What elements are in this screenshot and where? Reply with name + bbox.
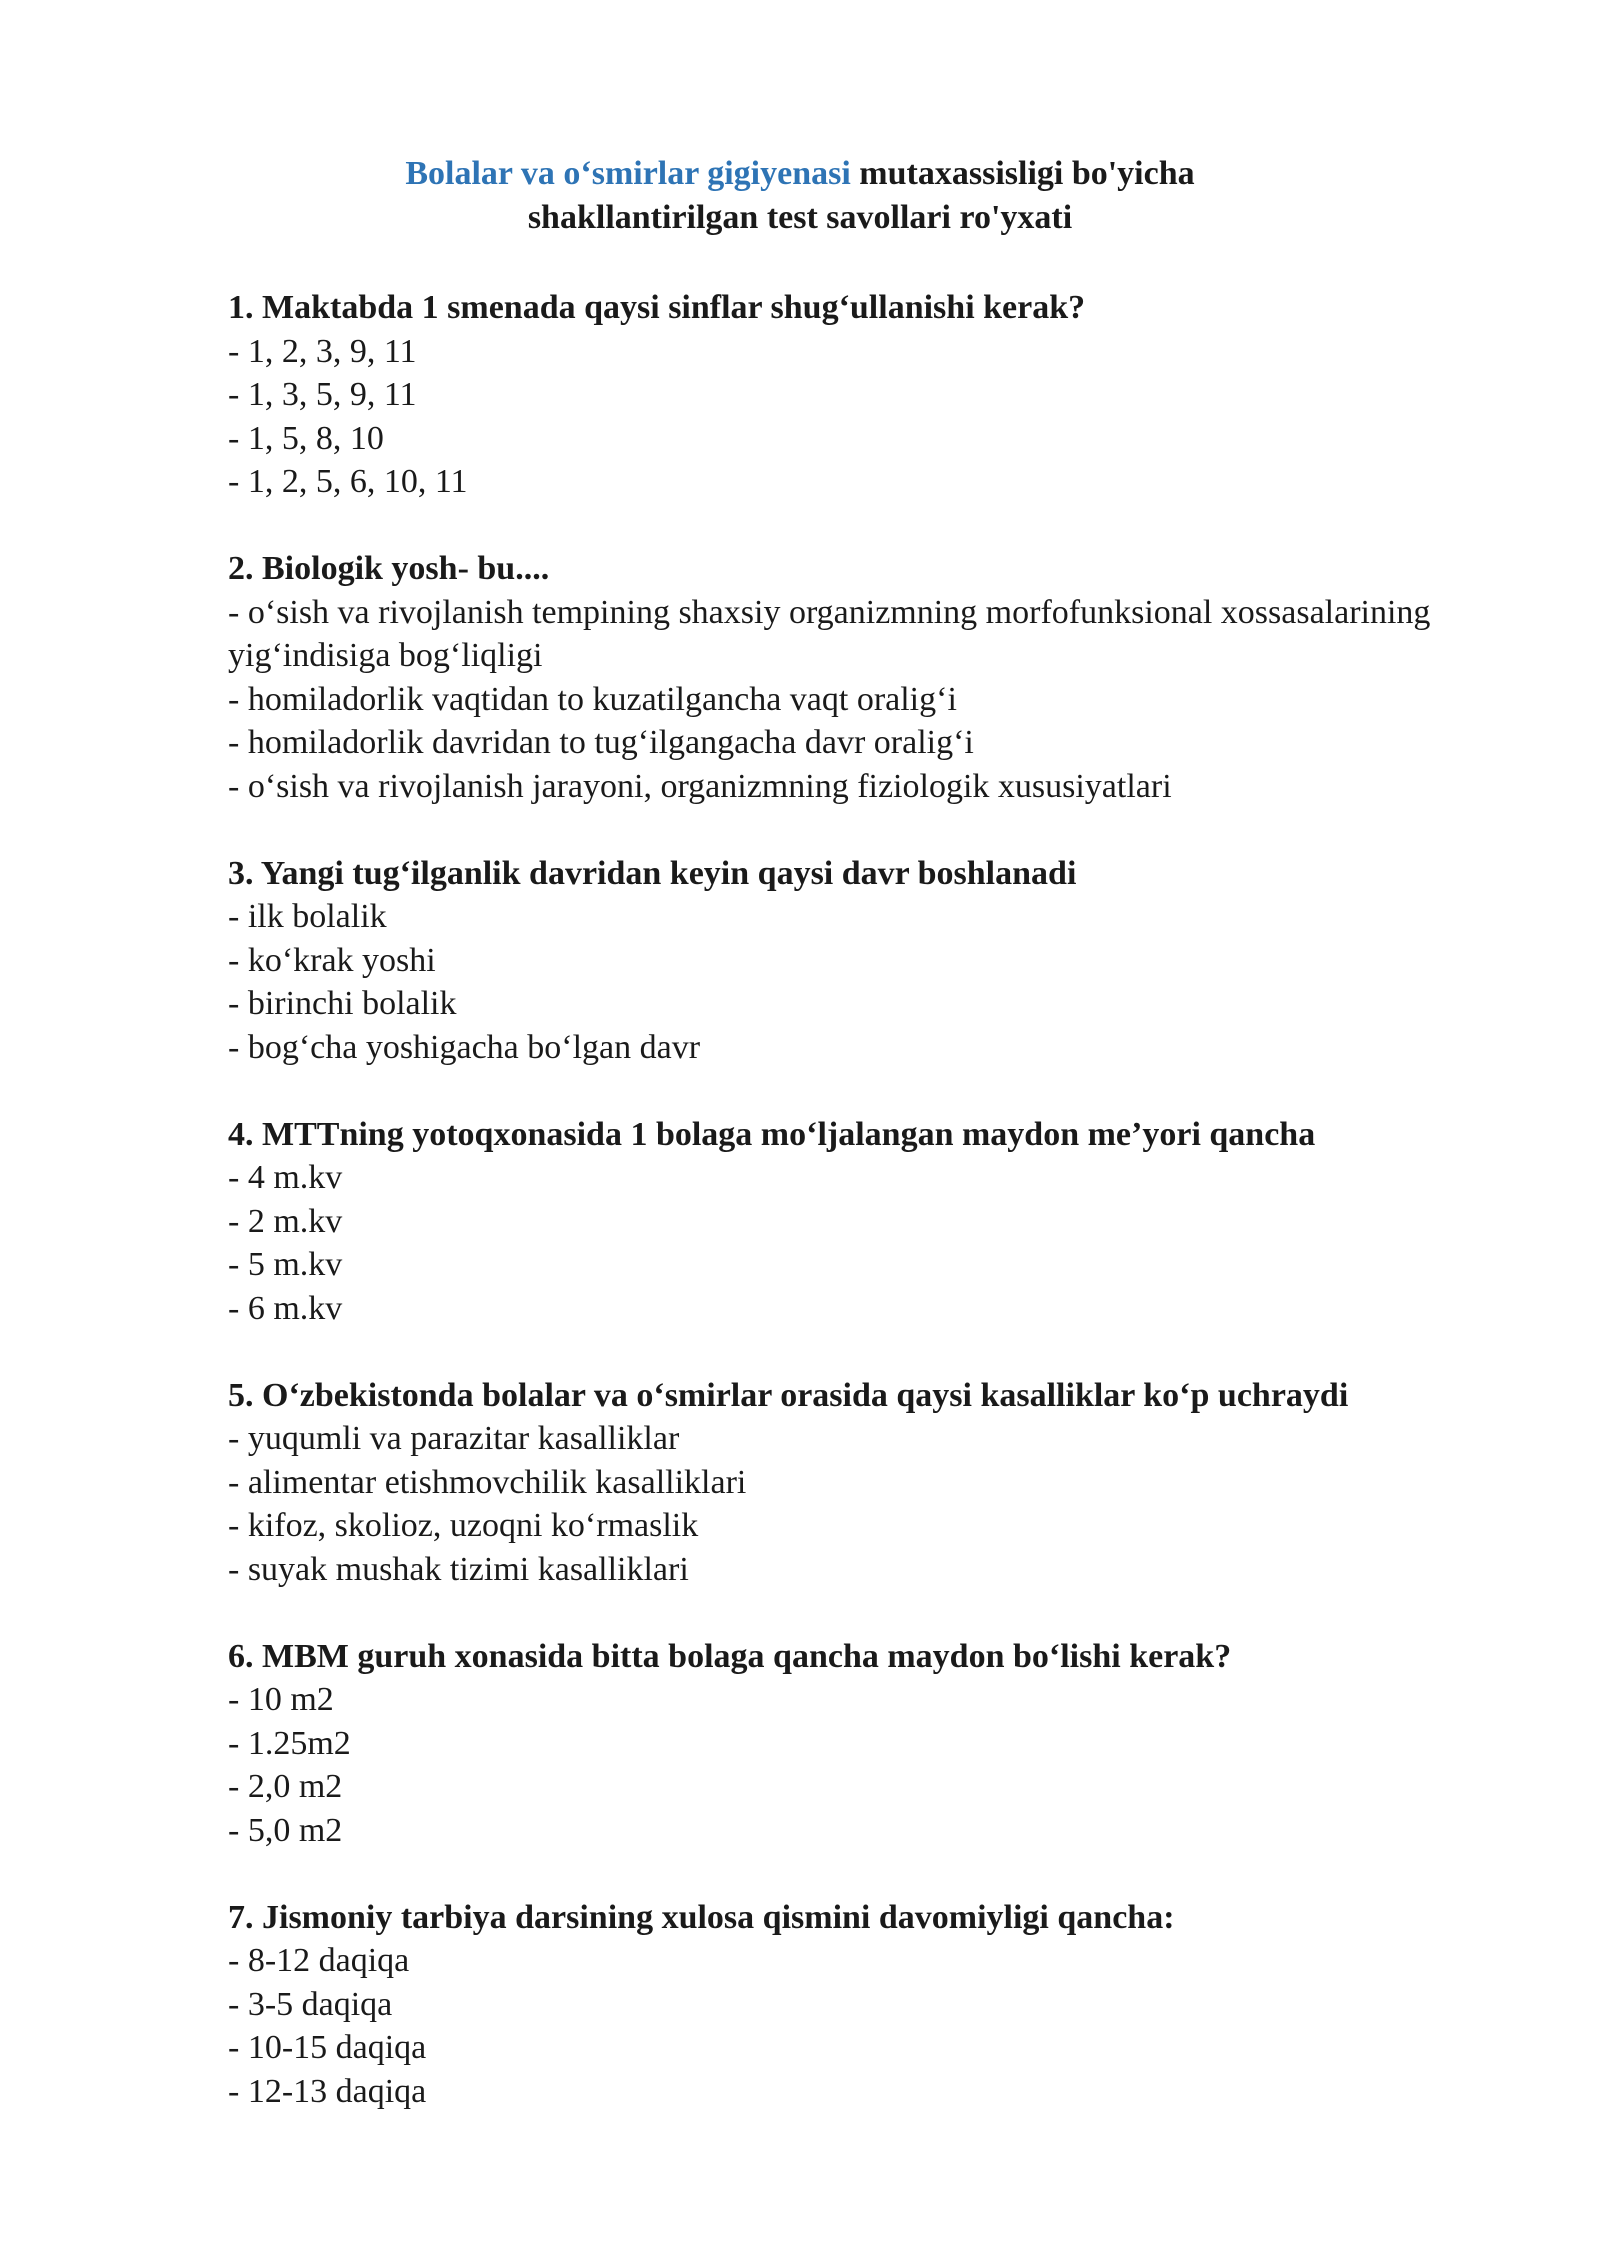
answer-options	[228, 330, 1468, 504]
question-title: 2. Biologik yosh- bu....	[228, 550, 550, 587]
answer-options	[228, 895, 1468, 1069]
answer-option: - 12-13 daqiqa	[228, 2072, 427, 2110]
answer-option: - yuqumli va parazitar kasalliklar	[228, 1420, 680, 1457]
question-title: 3. Yangi tug‘ilganlik davridan keyin qaysi davr boshlanadi	[228, 854, 1077, 892]
answer-option: - birinchi bolalik	[228, 985, 457, 1022]
answer-option: - 5,0 m2	[228, 1811, 343, 1849]
document-header	[0, 152, 1600, 240]
answer-option: - bog‘cha yoshigacha bo‘lgan davr	[228, 1028, 701, 1066]
title-rest: mutaxassisligi bo'yicha	[850, 155, 1195, 192]
answer-option: - kifoz, skolioz, uzoqni ko‘rmaslik	[228, 1507, 699, 1544]
answer-option: - 10-15 daqiqa	[228, 2029, 427, 2066]
answer-option: - 2,0 m2	[228, 1768, 343, 1805]
answer-option: - ko‘krak yoshi	[228, 941, 436, 979]
question-block	[228, 1113, 1468, 1331]
answer-option: - 8-12 daqiqa	[228, 1942, 410, 1979]
answer-option: - homiladorlik vaqtidan to kuzatilgancha vaqt oralig‘i	[228, 680, 957, 718]
answer-option: - 10 m2	[228, 1681, 334, 1718]
answer-option: - o‘sish va rivojlanish jarayoni, organizmning fiziologik xususiyatlari	[228, 767, 1172, 805]
answer-options	[228, 1678, 1468, 1852]
answer-option: - 4 m.kv	[228, 1159, 343, 1196]
answer-option: - homiladorlik davridan to tug‘ilgangacha davr oralig‘i	[228, 724, 974, 761]
question-block	[228, 1896, 1468, 2114]
answer-option: - ilk bolalik	[228, 898, 387, 935]
answer-option: - 1, 3, 5, 9, 11	[228, 376, 417, 413]
answer-options	[228, 1939, 1468, 2113]
title-accent: Bolalar va o‘smirlar gigiyenasi	[405, 155, 851, 192]
title-line	[0, 152, 1600, 196]
answer-options	[228, 1417, 1468, 1591]
question-title: 5. O‘zbekistonda bolalar va o‘smirlar orasida qaysi kasalliklar ko‘p uchraydi	[228, 1376, 1349, 1414]
answer-option: - 3-5 daqiqa	[228, 1985, 393, 2023]
answer-options	[228, 1156, 1468, 1330]
answer-option: - suyak mushak tizimi kasalliklari	[228, 1550, 689, 1588]
answer-option: - alimentar etishmovchilik kasalliklari	[228, 1463, 747, 1501]
answer-option: - 1, 2, 3, 9, 11	[228, 332, 417, 370]
question-title: 6. MBM guruh xonasida bitta bolaga qancha maydon bo‘lishi kerak?	[228, 1637, 1232, 1675]
answer-option: - o‘sish va rivojlanish tempining shaxsiy organizmning morfofunksional xossasalarining yig‘indisiga bog‘liqligi	[228, 593, 1431, 674]
question-block	[228, 852, 1468, 1070]
question-title: 4. MTTning yotoqxonasida 1 bolaga mo‘ljalangan maydon me’yori qancha	[228, 1115, 1316, 1153]
answer-option: - 2 m.kv	[228, 1202, 343, 1240]
question-block	[228, 1635, 1468, 1853]
question-block	[228, 547, 1468, 808]
subtitle: shakllantirilgan test savollari ro'yxati	[527, 199, 1073, 236]
question-list	[228, 286, 1468, 2157]
answer-options	[228, 591, 1468, 809]
question-title: 1. Maktabda 1 smenada qaysi sinflar shug‘ullanishi kerak?	[228, 289, 1086, 326]
answer-option: - 5 m.kv	[228, 1246, 343, 1283]
answer-option: - 1, 2, 5, 6, 10, 11	[228, 463, 468, 500]
answer-option: - 1.25m2	[228, 1724, 351, 1762]
answer-option: - 1, 5, 8, 10	[228, 419, 384, 457]
answer-option: - 6 m.kv	[228, 1289, 343, 1327]
question-title: 7. Jismoniy tarbiya darsining xulosa qismini davomiyligi qancha:	[228, 1898, 1175, 1936]
question-block	[228, 1374, 1468, 1592]
question-block	[228, 286, 1468, 504]
